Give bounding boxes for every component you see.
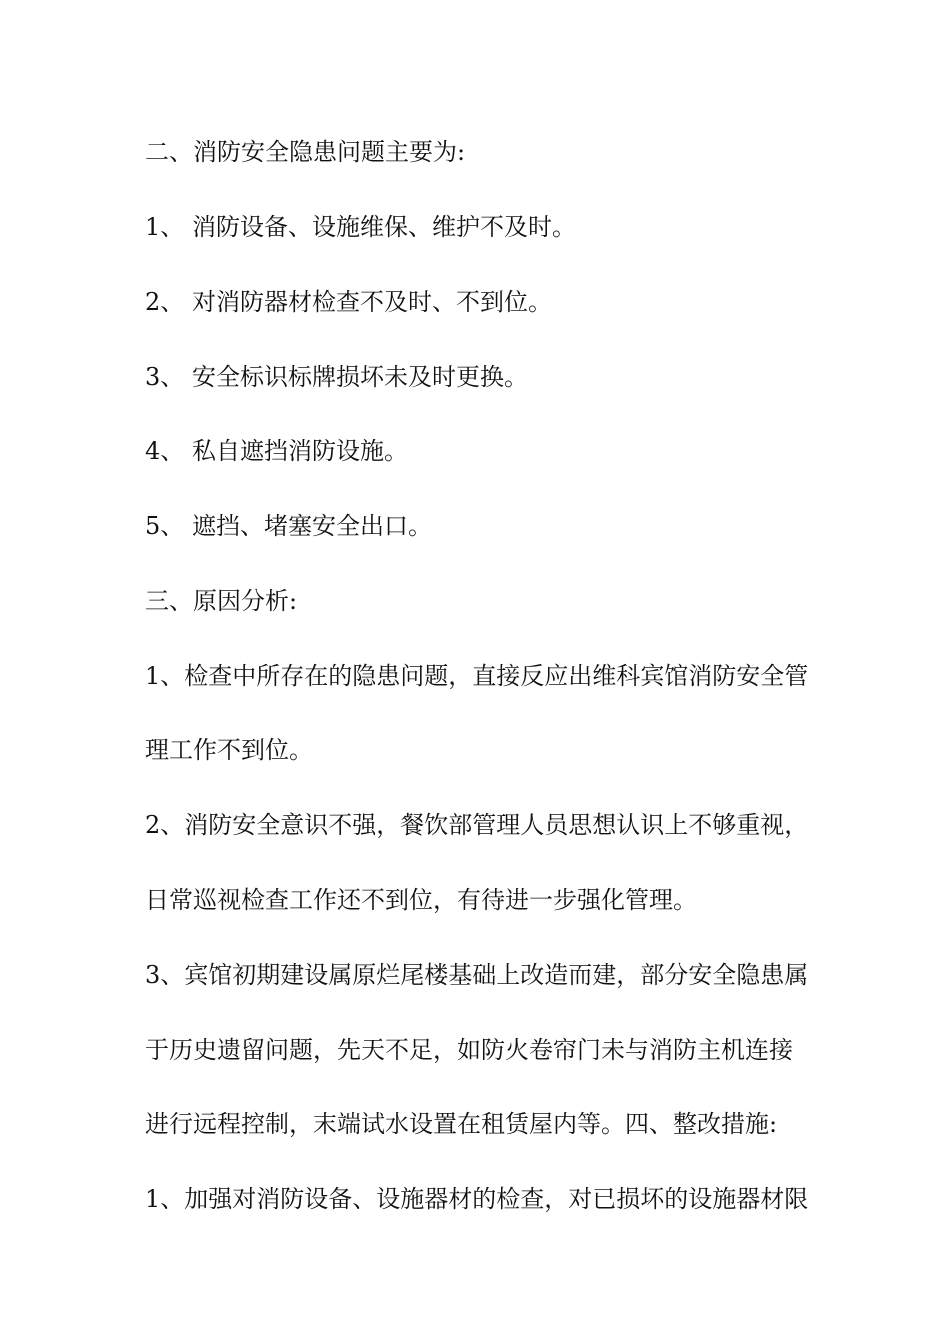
list-item (145, 287, 552, 317)
list-item-text: 遮挡、堵塞安全出口。 (192, 512, 432, 540)
list-item-number: 4、 (145, 437, 185, 465)
list-item (145, 436, 408, 466)
list-item-number: 3、 (145, 363, 185, 391)
list-item-text: 消防设备、设施维保、维护不及时。 (192, 213, 576, 241)
list-item-text: 安全标识标牌损坏未及时更换。 (192, 363, 528, 391)
section-2-heading: 二、消防安全隐患问题主要为: (145, 138, 466, 166)
paragraph-line: 3、宾馆初期建设属原烂尾楼基础上改造而建，部分安全隐患属 (145, 961, 809, 989)
list-item-number: 2、 (145, 288, 185, 316)
paragraph-line: 进行远程控制，末端试水设置在租赁屋内等。四、整改措施: (145, 1110, 778, 1138)
paragraph-line: 理工作不到位。 (145, 736, 313, 764)
paragraph-line: 于历史遗留问题，先天不足，如防火卷帘门未与消防主机连接 (145, 1036, 793, 1064)
list-item-text: 私自遮挡消防设施。 (192, 437, 408, 465)
list-item-number: 5、 (145, 512, 185, 540)
paragraph-line: 日常巡视检查工作还不到位，有待进一步强化管理。 (145, 886, 697, 914)
list-item (145, 511, 432, 541)
paragraph-line: 1、加强对消防设备、设施器材的检查，对已损坏的设施器材限 (145, 1185, 809, 1213)
list-item-text: 对消防器材检查不及时、不到位。 (192, 288, 552, 316)
section-3-heading: 三、原因分析: (145, 587, 298, 615)
list-item-number: 1、 (145, 213, 185, 241)
paragraph-line: 1、检查中所存在的隐患问题，直接反应出维科宾馆消防安全管 (145, 662, 809, 690)
paragraph-line: 2、消防安全意识不强，餐饮部管理人员思想认识上不够重视， (145, 811, 809, 839)
list-item (145, 362, 528, 392)
list-item (145, 212, 576, 242)
